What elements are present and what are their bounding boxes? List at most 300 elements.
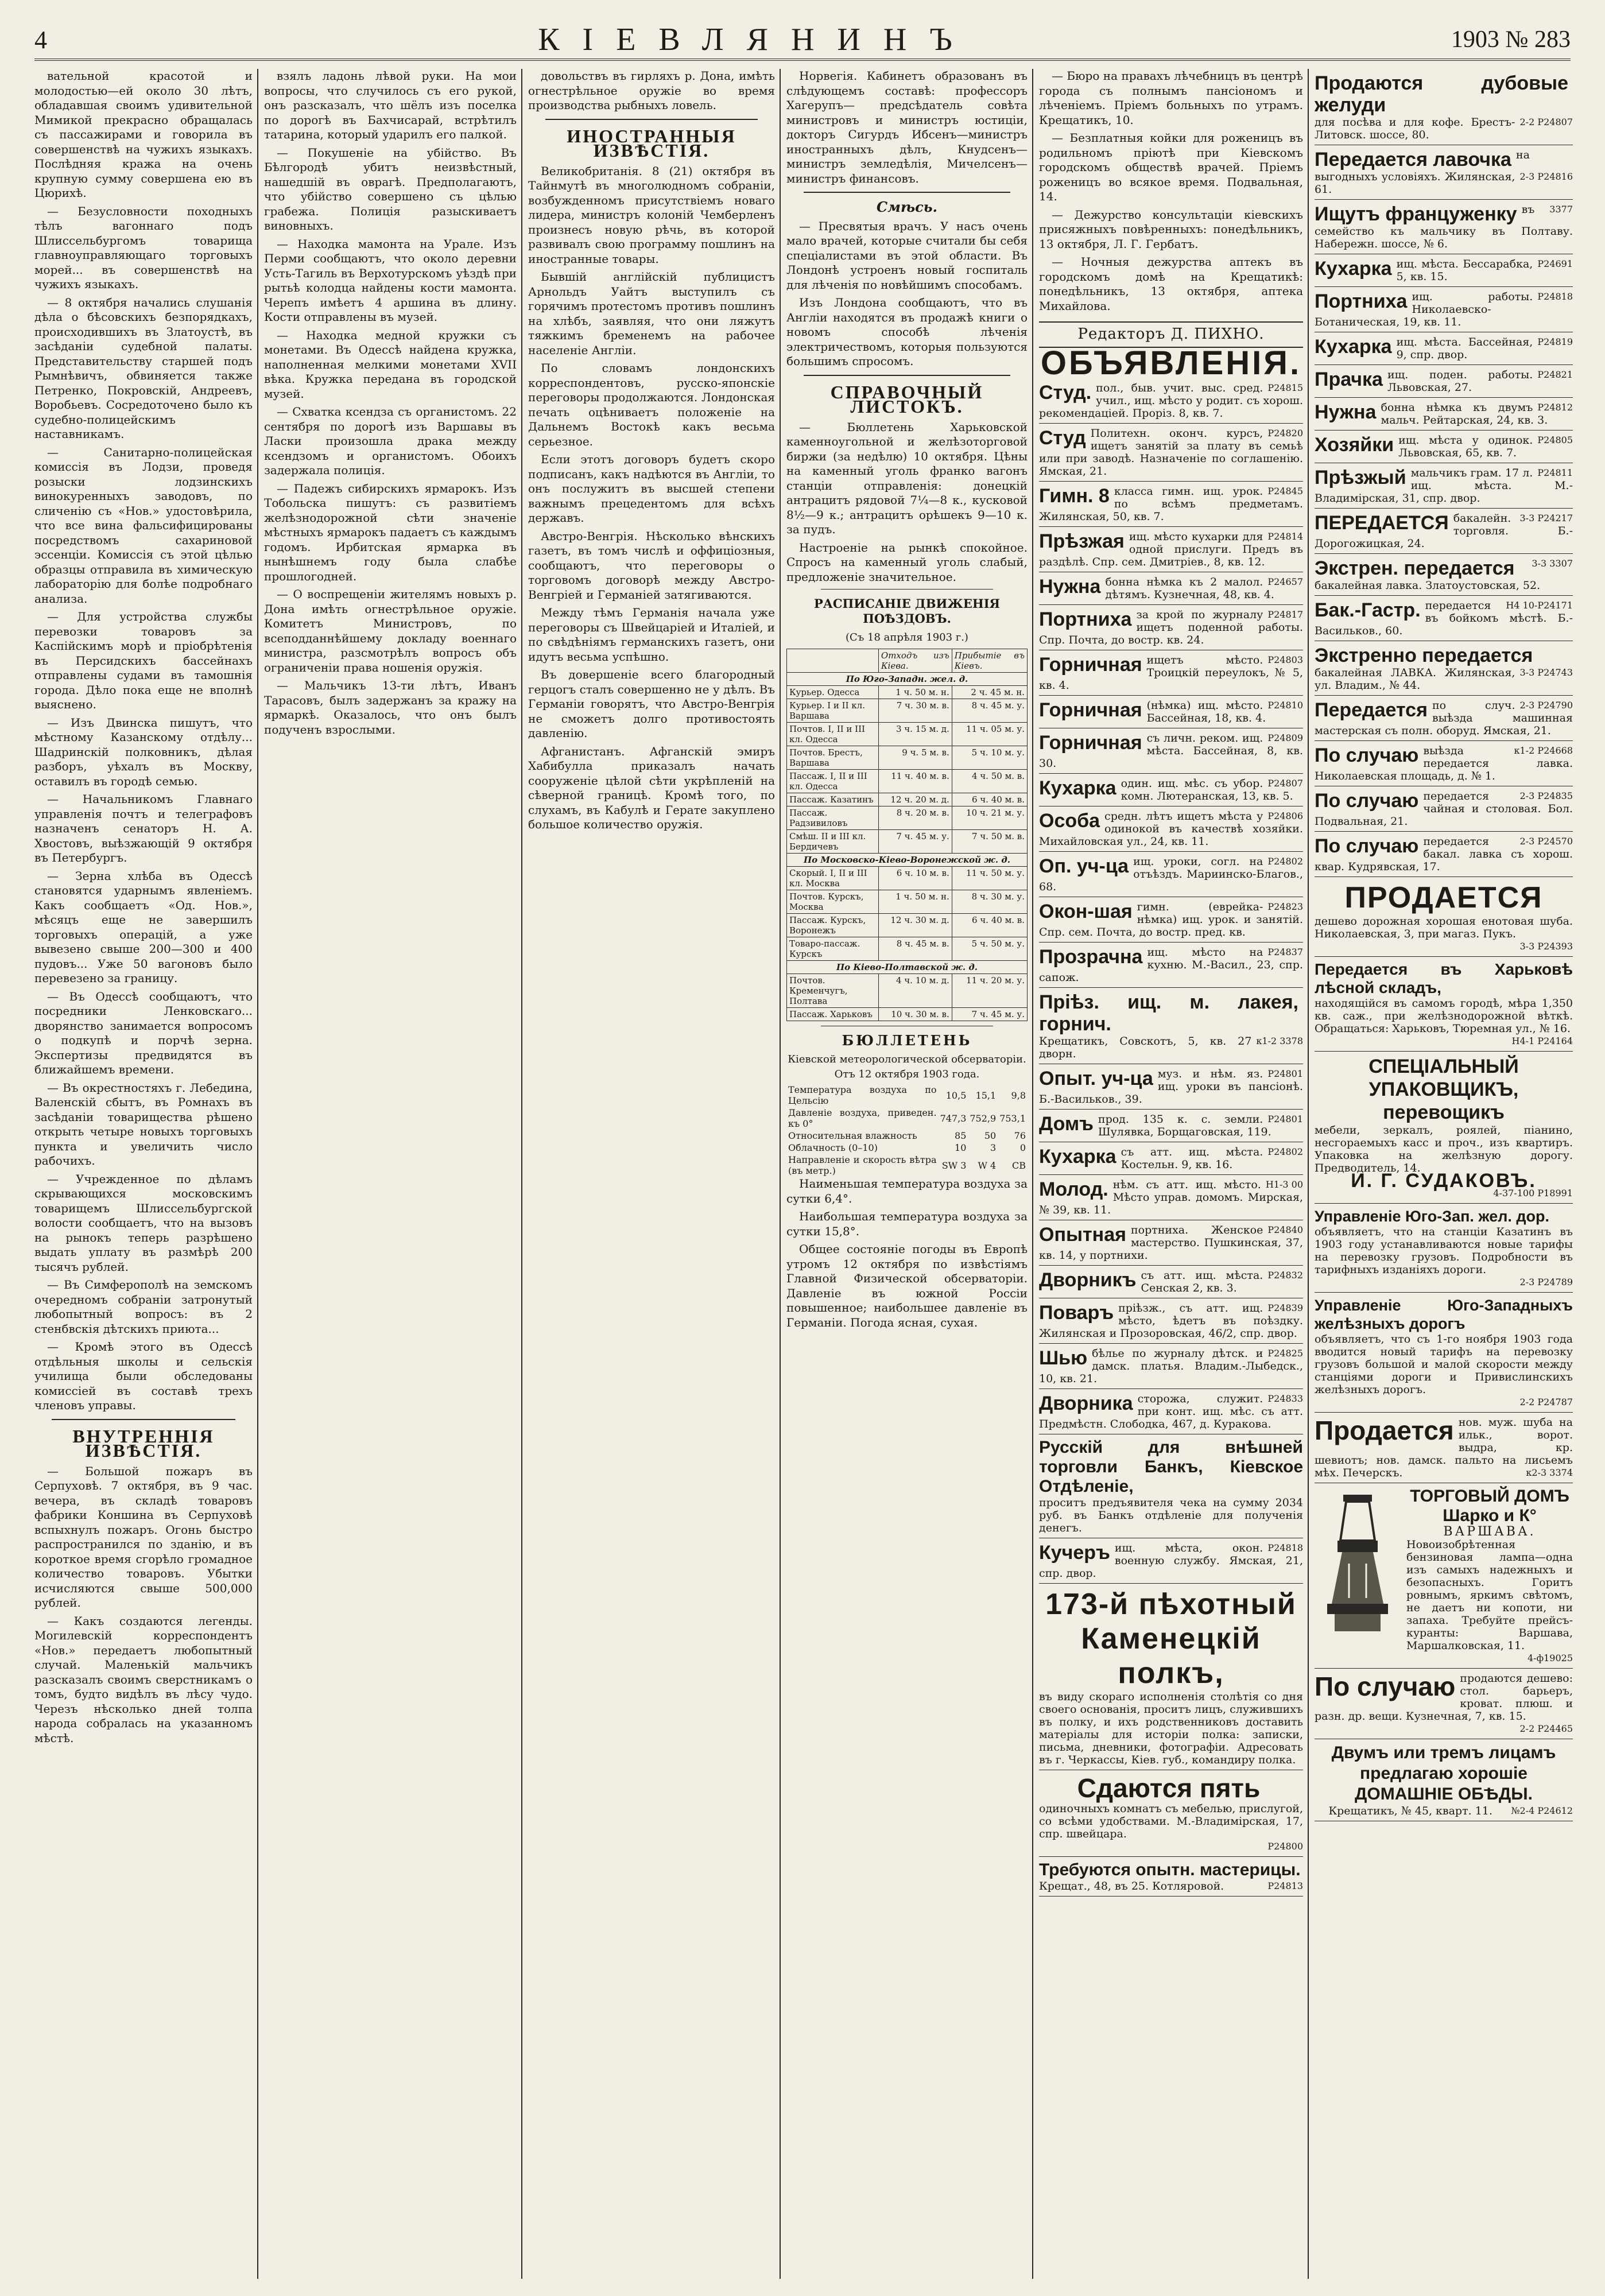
kharkov-ad xyxy=(1315,957,1573,1052)
article-paragraph: — О воспрещеніи жителямъ новыхъ р. Дона имѣть огнестрѣльное оружіе. Комитетъ Министровъ, по всеподданнѣйшему докладу военнаго министра, разсмотрѣлъ вопросъ объ ограниченіи права ношенія оружія. xyxy=(264,587,517,674)
ad-code: 4-37-100 P18991 xyxy=(1493,1188,1573,1199)
ad-code: P24800 xyxy=(1267,1841,1303,1852)
masthead xyxy=(34,21,1571,61)
article-paragraph: — Большой пожаръ въ Серпуховѣ. 7 октября, въ 9 час. вечера, въ складѣ товаровъ фабрики Коншина въ Серпуховѣ вспыхнулъ пожаръ. Огонь быстро распространился по зданію, и въ короткое время сгорѣло громадное количество товаровъ. Убытки исчисляются свыше 500,000 рублей. xyxy=(34,1464,253,1609)
ad-text: ищ. мѣсто на кухню. М.-Васил., 23, спр. сапож. xyxy=(1039,946,1303,984)
ad-code: 3-3 P24743 xyxy=(1519,667,1573,678)
ad-text: нѣм. съ атт. ищ. мѣсто. Мѣсто управ. домомъ. Мирская, № 39, кв. 11. xyxy=(1039,1178,1303,1216)
ad-headline: Студ. xyxy=(1039,382,1092,404)
packers-name: И. Г. СУДАКОВЪ. xyxy=(1351,1170,1537,1192)
ad-code: 2-3 P24790 xyxy=(1519,700,1573,711)
ad-headline: Молод. xyxy=(1039,1178,1108,1200)
column-4 xyxy=(786,69,1033,2279)
ad-code: 2-3 P24570 xyxy=(1519,836,1573,847)
ad-code: 2-2 P24465 xyxy=(1519,1723,1573,1734)
trade-title: ТОРГОВЫЙ ДОМЪ Шарко и К° xyxy=(1410,1487,1569,1525)
chance-head: По случаю xyxy=(1315,1671,1456,1701)
ad-text: бакалейная лавка. Златоустовская, 52. xyxy=(1315,579,1541,592)
article-paragraph: — Учрежденное по дѣламъ скрывающихся московскимъ товарищемъ Шлиссельбургской волости сообщаетъ, что на вызовъ на рынокъ теперь разрѣшено выдать уплату въ размѣрѣ 200 тысячъ рублей. xyxy=(34,1172,253,1274)
article-paragraph: Въ довершеніе всего благородный герцогъ сталъ совершенно не у дѣлъ. Въ Германіи говорятъ, что Австро-Венгрія не сможетъ долго противостоять давленію. xyxy=(528,668,775,740)
col1-internal-paras xyxy=(34,1464,253,1746)
masters-text: Крещат., 48, въ 25. Котляровой. xyxy=(1039,1880,1224,1892)
rooms-text: одиночныхъ комнатъ съ мебелью, прислугой, со всѣми удобствами. М.-Владимірская, 17, спр. швейцара. xyxy=(1039,1802,1303,1840)
article-paragraph: — Бюро на правахъ лѣчебницъ въ центрѣ города съ полнымъ пансіономъ и лѣченіемъ. Пріемъ больныхъ по утрамъ. Крещатикъ, 10. xyxy=(1039,69,1303,127)
arrival-time: 7 ч. 45 м. у. xyxy=(952,1007,1027,1021)
foreign-news-heading: ИНОСТРАННЫЯ ИЗВѢСТІЯ. xyxy=(567,125,736,161)
article-paragraph: довольствъ въ гирляхъ р. Дона, имѣть огнестрѣльное оружіе во время производства рыбныхъ ловель. xyxy=(528,69,775,112)
bulletin-label: Относительная влажность xyxy=(788,1130,917,1141)
section-divider xyxy=(804,192,1010,193)
ad-text: ищетъ мѣсто. Троицкій переулокъ, № 5, кв. 4. xyxy=(1039,654,1303,692)
article-paragraph: — Безплатныя койки для роженицъ въ родильномъ пріютѣ при Кіевскомъ городскомъ обществѣ врачей. Пріемъ роженицъ во всякое время. Подвальная, 14. xyxy=(1039,131,1303,203)
ad-text: съ личн. реком. ищ. мѣста. Бассейная, 8, кв. 30. xyxy=(1039,732,1303,770)
sale-title: ПРОДАЕТСЯ xyxy=(1344,881,1543,914)
ad-headline: Портниха xyxy=(1039,608,1132,630)
train-route: Товаро-пассаж. Курскъ xyxy=(787,937,879,960)
ad-text: сторожа, служит. при конт. ищ. мѣс. съ атт. Предмѣстн. Слободка, 467, д. Куракова. xyxy=(1039,1393,1303,1430)
arrival-time: 11 ч. 05 м. у. xyxy=(952,722,1027,746)
kharkov-head: Передается въ Харьковѣ лѣсной складъ, xyxy=(1315,960,1573,996)
reference-heading: СПРАВОЧНЫЙ ЛИСТОКЪ. xyxy=(830,381,984,417)
ad-text: въ семейство къ мальчику въ Полтаву. Набережн. шоссе, № 6. xyxy=(1315,203,1573,250)
train-route: Смѣш. II и III кл. Бердичевъ xyxy=(787,829,879,853)
classified-ad xyxy=(1039,852,1303,897)
ad-text: по случ. выѣзда машинная мастерская съ полн. оборуд. Ямская, 21. xyxy=(1315,699,1573,737)
ad-code: P24809 xyxy=(1267,732,1303,743)
fur-ad xyxy=(1315,1413,1573,1483)
classified-ad xyxy=(1315,69,1573,145)
bulletin-value: 753,1 xyxy=(999,1112,1026,1124)
arrival-time: 8 ч. 45 м. у. xyxy=(952,699,1027,722)
train-route: Почтов. I, II и III кл. Одесса xyxy=(787,722,879,746)
departure-time: 1 ч. 50 м. н. xyxy=(878,890,952,913)
ad-text: класса гимн. ищ. урок. по всѣмъ предметамъ. Жилянская, 50, кв. 7. xyxy=(1039,485,1303,523)
timetable-group-row xyxy=(787,853,1028,866)
ad-code: 2-2 P24807 xyxy=(1519,117,1573,127)
ad-headline: Гимн. 8 xyxy=(1039,485,1110,507)
ad-code: 3377 xyxy=(1549,204,1573,215)
bulletin-value: 85 xyxy=(955,1130,967,1141)
train-route: Пассаж. Радзивиловъ xyxy=(787,806,879,829)
bulletin-row xyxy=(786,1084,1028,1107)
train-route: Пассаж. Казатинъ xyxy=(787,793,879,806)
classified-ad xyxy=(1315,786,1573,832)
ad-text: ищ. мѣсто кухарки для одной прислуги. Предъ въ раздѣлѣ. Спр. сем. Дмитріев., 8, кв. 12. xyxy=(1039,530,1303,568)
railway-ad-1 xyxy=(1315,1204,1573,1293)
article-paragraph: Великобританія. 8 (21) октября въ Тайнмутѣ въ многолюдномъ собраніи, возбужденномъ присутствіемъ новаго лидера, министръ колоній Чемберленъ произнесъ новую рѣчь, въ которой развивалъ свою программу пошлинъ на иностранные товары. xyxy=(528,164,775,266)
departure-time: 1 ч. 50 м. н. xyxy=(878,685,952,699)
ad-code: P24815 xyxy=(1267,382,1303,393)
ad-headline: ПЕРЕДАЕТСЯ xyxy=(1315,512,1449,534)
ad-text: пріѣзж., съ атт. ищ. мѣсто, ѣдетъ въ поѣздку. Жилянская и Прозоровская, 46/2, спр. двор. xyxy=(1039,1302,1303,1340)
regiment-text: въ виду скораго исполненія столѣтія со дня своего основанія, проситъ лицъ, служившихъ въ полку, и ихъ родственниковъ доставить матеріалы для исторіи полка: записки, письма, дневники, фотографіи. Адресовать въ г. Черкассы, Кіев. губ., командиру полка. xyxy=(1039,1690,1303,1766)
ad-text: для посѣва и для кофе. Брестъ-Литовск. шоссе, 80. xyxy=(1315,116,1515,141)
ad-code: P24814 xyxy=(1267,531,1303,542)
ad-code: 2-2 P24787 xyxy=(1519,1397,1573,1407)
ad-text: передается чайная и столовая. Бол. Подвальная, 21. xyxy=(1315,790,1573,828)
bulletin-value: 15,1 xyxy=(975,1089,997,1101)
ad-headline: Бак.-Гастр. xyxy=(1315,599,1421,621)
ad-code: P24837 xyxy=(1267,947,1303,957)
bank-ad xyxy=(1039,1434,1303,1538)
ad-headline: Горничная xyxy=(1039,732,1142,754)
ad-headline: Прѣзжая xyxy=(1039,530,1125,552)
classified-ad xyxy=(1315,696,1573,741)
ad-text: выѣзда передается лавка. Николаевская площадь, д. № 1. xyxy=(1315,744,1573,782)
ad-text: мальчикъ грам. 17 л. ищ. мѣста. М.-Владимірская, 31, спр. двор. xyxy=(1315,467,1573,505)
classified-ad xyxy=(1315,596,1573,641)
classified-ad xyxy=(1039,1389,1303,1434)
ad-code: P24833 xyxy=(1267,1393,1303,1404)
masters-ad xyxy=(1039,1857,1303,1896)
departure-time: 12 ч. 20 м. д. xyxy=(878,793,952,806)
ad-text: на выгодныхъ условіяхъ. Жилянская, 61. xyxy=(1315,149,1530,196)
timetable-subheading: (Съ 18 апрѣля 1903 г.) xyxy=(846,631,968,643)
article-paragraph: Афганистанъ. Афганскій эмиръ Хабибулла приказалъ начать сооруженіе цѣлой сѣти укрѣпленій на сѣверной границѣ. Кромѣ того, по слухамъ, въ Кабулѣ и Герате закуплено большое количество оружія. xyxy=(528,744,775,831)
ad-text: (нѣмка) ищ. мѣсто. Бассейная, 18, кв. 4. xyxy=(1146,699,1266,724)
train-route: Почтов. Кременчугъ, Полтава xyxy=(787,974,879,1007)
ad-code: к2-3 3374 xyxy=(1526,1467,1573,1478)
bulletin-value: SW 3 xyxy=(941,1159,967,1171)
bulletin-paras xyxy=(786,1177,1028,1330)
ad-headline: Особа xyxy=(1039,810,1100,832)
article-paragraph: Настроеніе на рынкѣ спокойное. Спросъ на каменный уголь слабый, предложеніе значительное. xyxy=(786,540,1028,584)
section-divider xyxy=(804,375,1010,376)
ad-headline: Опыт. уч-ца xyxy=(1039,1068,1153,1089)
timetable-row xyxy=(787,1007,1028,1021)
ad-headline: Студ xyxy=(1039,427,1086,449)
timetable-row xyxy=(787,793,1028,806)
timetable-col-header: Отходъ изъ Кіева. xyxy=(878,649,952,672)
timetable-group-name: По Юго-Западн. жел. д. xyxy=(787,672,1028,685)
bulletin-label: Давленіе воздуха, приведен. къ 0° xyxy=(788,1107,937,1129)
classified-ad xyxy=(1315,554,1573,596)
ad-code: к1-2 3378 xyxy=(1256,1035,1303,1046)
arrival-time: 4 ч. 50 м. в. xyxy=(952,769,1027,793)
ad-code: P24819 xyxy=(1537,336,1573,347)
ad-code: P24812 xyxy=(1537,402,1573,413)
coachman-ad-text: ищ. мѣста, окон. военную службу. Ямская, 21, спр. двор. xyxy=(1039,1542,1303,1580)
article-paragraph: По словамъ лондонскихъ корреспондентовъ, русско-японскіе переговоры продолжаются. Лондонская печать оцѣниваетъ положеніе на Дальнемъ Востокѣ какъ весьма серьезное. xyxy=(528,361,775,448)
ad-text: Крещатикъ, Совскотъ, 5, кв. 27 дворн. xyxy=(1039,1035,1252,1060)
col3-top-paras xyxy=(528,69,775,113)
classified-ad xyxy=(1039,728,1303,774)
fur-text: нов. муж. шуба на ильк., ворот. выдра, кр. шевиотъ; нов. дамск. пальто на лисьемъ мѣх. Печерскъ. xyxy=(1315,1416,1573,1479)
train-timetable xyxy=(786,649,1028,1021)
column-1 xyxy=(34,69,258,2279)
ad-code: P24818 xyxy=(1267,1542,1303,1553)
coachman-ad xyxy=(1039,1538,1303,1584)
ad-text: ищ. мѣста у одинок. Львовская, 65, кв. 7. xyxy=(1398,434,1533,459)
ad-text: бакалейная ЛАВКА. Жилянская, ул. Владим., № 44. xyxy=(1315,666,1515,692)
column-6 xyxy=(1315,69,1577,2279)
timetable-group-row xyxy=(787,672,1028,685)
timetable-row xyxy=(787,890,1028,913)
ad-headline: Кухарка xyxy=(1315,336,1392,358)
railway1-text: объявляетъ, что на станціи Казатинъ въ 1903 году устанавливаются новые тарифы на перевозку грузовъ. Подробности въ тарифныхъ изданіяхъ дороги. xyxy=(1315,1225,1573,1276)
classified-ad xyxy=(1039,424,1303,482)
classified-ad xyxy=(1315,365,1573,398)
article-paragraph: — Для устройства службы перевозки товаровъ за Каспійскимъ морѣ и пріобрѣтенія въ Персидскихъ бассейнахъ отправлены судами въ тамошнія города. Дѣло пока еще не вполнѣ выяснено. xyxy=(34,610,253,711)
mix-heading: Смѣсь. xyxy=(877,199,937,215)
ad-headline: Нужна xyxy=(1315,401,1377,423)
classified-ad xyxy=(1315,287,1573,332)
classified-ad xyxy=(1039,605,1303,650)
arrival-time: 6 ч. 40 м. в. xyxy=(952,913,1027,937)
bulletin-row xyxy=(786,1142,1028,1154)
bulletin-date: Отъ 12 октября 1903 года. xyxy=(834,1068,980,1080)
article-paragraph: — 8 октября начались слушанія дѣла о бѣсовскихъ безпорядкахъ, происходившихъ въ Златоустѣ, въ засѣданіи судебной палаты. Представительству старшей подъ Рымнѣвичъ, обвиняется также Петренко, Покровскій, Андреевъ, Воробьевъ. Сосредоточено было къ судебно-полицейскимъ наставникамъ. xyxy=(34,295,253,441)
article-paragraph: Наибольшая температура воздуха за сутки 15,8°. xyxy=(786,1209,1028,1238)
classified-ad xyxy=(1315,254,1573,287)
classified-ad xyxy=(1039,1298,1303,1344)
ad-code: 3-3 P24217 xyxy=(1519,513,1573,523)
article-paragraph: — Находка медной кружки съ монетами. Въ Одессѣ найдена кружка, наполненная мелкими монетами XVII вѣка. Кружка передана въ городской музей. xyxy=(264,328,517,401)
page-number: 4 xyxy=(34,25,47,54)
section-divider xyxy=(52,1419,235,1420)
ad-code: P24820 xyxy=(1267,428,1303,439)
arrival-time: 10 ч. 21 м. у. xyxy=(952,806,1027,829)
arrival-time: 5 ч. 10 м. у. xyxy=(952,746,1027,769)
bulletin-row xyxy=(786,1130,1028,1142)
ads-heading: ОБЪЯВЛЕНІЯ. xyxy=(1040,344,1302,382)
timetable-heading: РАСПИСАНІЕ ДВИЖЕНІЯ ПОѢЗДОВЪ. xyxy=(813,596,1001,626)
dinners-text: Крещатикъ, № 45, кварт. 11. xyxy=(1328,1805,1492,1817)
ad-text: передается въ бойкомъ мѣстѣ. Б.-Васильков., 60. xyxy=(1315,599,1573,637)
train-route: Скорый. I, II и III кл. Москва xyxy=(787,866,879,890)
column-2 xyxy=(264,69,522,2279)
weather-bulletin xyxy=(786,1084,1028,1177)
train-route: Почтов. Курскъ, Москва xyxy=(787,890,879,913)
ad-code: к1-2 P24668 xyxy=(1514,745,1573,756)
timetable-row xyxy=(787,937,1028,960)
ad-code: P24806 xyxy=(1267,810,1303,821)
ad-code: P24807 xyxy=(1267,778,1303,789)
ad-text: бѣлье по журналу дѣтск. и дамск. платья. Владим.-Лыбедск., 10, кв. 21. xyxy=(1039,1347,1303,1385)
bank-ad-head: Русскій для внѣшней торговли Банкъ, Кіевское Отдѣленіе, xyxy=(1039,1438,1303,1496)
classified-ad xyxy=(1039,774,1303,806)
ad-code: P24801 xyxy=(1267,1068,1303,1079)
arrival-time: 7 ч. 50 м. в. xyxy=(952,829,1027,853)
ad-text: ищ. работы. Николаевско-Ботаническая, 19, кв. 11. xyxy=(1315,290,1533,328)
ad-code: P24840 xyxy=(1267,1224,1303,1235)
ad-code: P24825 xyxy=(1267,1348,1303,1359)
article-paragraph: — Изъ Двинска пишутъ, что мѣстному Казанскому отдѣлу... Шадринскій полковникъ, дѣлая разборъ, уѣхалъ въ Москву, оставилъ въ городѣ семью. xyxy=(34,715,253,788)
classified-ad xyxy=(1039,806,1303,852)
ad-code: 3-3 P24393 xyxy=(1519,941,1573,952)
train-route: Пассаж. Харьковъ xyxy=(787,1007,879,1021)
arrival-time: 2 ч. 45 м. н. xyxy=(952,685,1027,699)
timetable-row xyxy=(787,974,1028,1007)
classified-ad xyxy=(1039,650,1303,696)
ad-code: P24818 xyxy=(1537,291,1573,302)
article-paragraph: Бывшій англійскій публицистъ Арнольдъ Уайтъ выступилъ съ горячимъ протестомъ противъ пошлинъ на хлѣбъ, заявляя, что они ляжутъ тяжкимъ бременемъ на рабочее населеніе Англіи. xyxy=(528,270,775,357)
article-paragraph: — Находка мамонта на Урале. Изъ Перми сообщаютъ, что около деревни Усть-Тагиль въ Верхотурскомъ уѣздѣ при рытьѣ колодца найдены кости мамонта. Черепъ имѣетъ 4 аршина въ длину. Кости отправлены въ музей. xyxy=(264,236,517,324)
ad-headline: Горничная xyxy=(1039,699,1142,721)
classified-ad xyxy=(1039,1142,1303,1175)
classified-ad xyxy=(1039,482,1303,527)
classified-ad xyxy=(1039,1110,1303,1142)
timetable-row xyxy=(787,722,1028,746)
ad-headline: Продаются дубовые желуди xyxy=(1315,72,1568,116)
classified-ad xyxy=(1315,430,1573,463)
ad-headline: Дворникъ xyxy=(1039,1269,1137,1291)
col4-ref-paras xyxy=(786,420,1028,585)
classified-ad xyxy=(1315,332,1573,365)
article-paragraph: — Какъ создаются легенды. Могилевскій корреспондентъ «Нов.» передаетъ любопытный случай. Маленькій мальчикъ разсказалъ своимъ сверстникамъ о томъ, будто видѣлъ въ лѣсу чудо. Черезъ нѣсколько дней толпа народа собралась на указанномъ мѣстѣ. xyxy=(34,1614,253,1745)
classified-ad xyxy=(1039,988,1303,1064)
departure-time: 7 ч. 30 м. в. xyxy=(878,699,952,722)
ad-headline: Горничная xyxy=(1039,654,1142,676)
bulletin-subheading: Кіевской метеорологической обсерваторіи. xyxy=(788,1053,1026,1065)
classified-ad xyxy=(1039,897,1303,943)
article-paragraph: Австро-Венгрія. Нѣсколько вѣнскихъ газетъ, въ томъ числѣ и оффиціозныя, сообщаютъ, что переговоры о торговомъ договорѣ между Австро-Венгріей и Германіей затягиваются. xyxy=(528,529,775,602)
timetable-row xyxy=(787,866,1028,890)
ad-headline: Передается xyxy=(1315,699,1428,721)
editor-line: Редакторъ Д. ПИХНО. xyxy=(1039,321,1303,348)
arrival-time: 11 ч. 50 м. у. xyxy=(952,866,1027,890)
timetable-row xyxy=(787,769,1028,793)
classified-ad xyxy=(1039,378,1303,424)
timetable-row xyxy=(787,685,1028,699)
ad-code: P24803 xyxy=(1267,654,1303,665)
ad-code: 2-3 P24789 xyxy=(1519,1277,1573,1287)
ad-text: один. ищ. мѣс. съ убор. комн. Лютеранская, 13, кв. 5. xyxy=(1121,777,1293,802)
sale-ad xyxy=(1315,877,1573,957)
coachman-ad-head: Кучеръ xyxy=(1039,1542,1110,1564)
classified-ads xyxy=(1039,378,1303,1434)
ad-code: Н1-3 00 xyxy=(1265,1179,1303,1190)
ad-text: ищ. мѣста. Бассейная, 9, спр. двор. xyxy=(1396,336,1533,361)
ad-text: бонна нѣмка къ двумъ мальч. Рейтарская, 24, кв. 3. xyxy=(1381,401,1548,426)
arrival-time: 11 ч. 20 м. у. xyxy=(952,974,1027,1007)
ad-text: бонна нѣмка къ 2 малол. дѣтямъ. Кузнечная, 48, кв. 4. xyxy=(1105,576,1274,601)
trade-house-ad xyxy=(1315,1483,1573,1669)
ad-headline: Кухарка xyxy=(1039,1146,1116,1168)
ad-text: портниха. Женское мастерство. Пушкинская, 37, кв. 14, у портнихи. xyxy=(1039,1224,1303,1262)
fur-head: Продается xyxy=(1315,1415,1454,1445)
ad-headline: Прачка xyxy=(1315,369,1383,390)
classified-ad xyxy=(1039,943,1303,988)
arrival-time: 6 ч. 40 м. в. xyxy=(952,793,1027,806)
article-paragraph: — Покушеніе на убійство. Въ Бѣлгородѣ убитъ неизвѣстный, нашедшій въ оврагѣ. Предполагаютъ, что убійство совершено съ цѣлью грабежа. Полиція разыскиваетъ виновныхъ. xyxy=(264,145,517,232)
ad-headline: По случаю xyxy=(1315,835,1419,857)
train-route: Курьер. Одесса xyxy=(787,685,879,699)
ad-text: пол., быв. учит. выс. сред. учил., ищ. мѣсто у родит. съ хорош. рекомендаціей. Проріз. 8, кв. 7. xyxy=(1039,382,1303,420)
bulletin-heading: БЮЛЛЕТЕНЬ xyxy=(842,1031,972,1049)
ad-text: бакалейн. торговля. Б.-Дорогожицкая, 24. xyxy=(1315,512,1573,550)
train-route: Пассаж. I, II и III кл. Одесса xyxy=(787,769,879,793)
classified-ad xyxy=(1039,572,1303,605)
ad-code: P24823 xyxy=(1267,901,1303,912)
timetable-group-row xyxy=(787,960,1028,974)
section-divider xyxy=(545,119,758,120)
article-paragraph: Наименьшая температура воздуха за сутки 6,4°. xyxy=(786,1177,1028,1205)
ad-text: ищ. мѣста. Бессарабка, 5, кв. 15. xyxy=(1396,258,1533,283)
timetable-group-name: По Кіево-Полтавской ж. д. xyxy=(787,960,1028,974)
bulletin-value: 747,3 xyxy=(940,1112,967,1124)
packers-title: СПЕЦІАЛЬНЫЙ УПАКОВЩИКЪ, перевощикъ xyxy=(1368,1056,1519,1123)
ad-text: съ атт. ищ. мѣста. Сенская 2, кв. 3. xyxy=(1141,1269,1263,1294)
regiment-title: 173-й пѣхотный Каменецкій полкъ, xyxy=(1045,1588,1297,1690)
ad-headline: По случаю xyxy=(1315,744,1419,766)
article-paragraph: — Въ Симферополѣ на земскомъ очередномъ собраніи затронутый любопытный вопросъ: въ 2 стенбвскія дѣтскихъ приюта... xyxy=(34,1278,253,1336)
ad-text: ищ. поден. работы. Львовская, 27. xyxy=(1387,369,1533,394)
col6-ads xyxy=(1315,69,1573,877)
chance-text: продаются дешево: стол. барьеръ, кроват. плюш. и разн. др. вещи. Кузнечная, 7, кв. 15. xyxy=(1315,1672,1573,1723)
ad-code: P24839 xyxy=(1267,1302,1303,1313)
classified-ad xyxy=(1039,696,1303,728)
timetable-row xyxy=(787,913,1028,937)
ad-code: Н4-1 P24164 xyxy=(1511,1035,1573,1046)
ad-headline: Передается лавочка xyxy=(1315,149,1511,170)
classified-ad xyxy=(1315,463,1573,509)
classified-ad xyxy=(1315,832,1573,877)
ad-headline: Кухарка xyxy=(1315,258,1392,280)
trade-text: Новоизобрѣтенная бензиновая лампа—одна изъ самыхъ надежныхъ и безопасныхъ. Горитъ ровнымъ, яркимъ свѣтомъ, не даетъ ни копоти, ни запаха. Требуйте прейсъ-куранты: Варшава, Маршалковская, 11. xyxy=(1406,1538,1573,1652)
departure-time: 4 ч. 10 м. д. xyxy=(878,974,952,1007)
packers-ad xyxy=(1315,1052,1573,1204)
classified-ad xyxy=(1315,200,1573,254)
issue-number: 1903 № 283 xyxy=(1451,26,1571,53)
article-paragraph: взялъ ладонь лѣвой руки. На мои вопросы, что случилось съ его рукой, онъ разсказалъ, что шёлъ изъ поселка по дорогѣ въ Бахчисарай, встрѣтилъ татарина, который ударилъ его палкой. xyxy=(264,69,517,141)
article-paragraph: — Схватка ксендза съ органистомъ. 22 сентября по дорогѣ изъ Варшавы въ Ласки произошла драка между ксендзомъ и органистомъ. Обоихъ задержала полиція. xyxy=(264,405,517,477)
article-paragraph: — Зерна хлѣба въ Одессѣ становятся ударнымъ явленіемъ. Какъ сообщаетъ «Од. Нов.», мѣсяцъ еще не завершилъ торговыхъ операцій, а уже вывезено свыше 200—300 и 400 пудовъ... Уже 50 вагоновъ было перевезено за границу. xyxy=(34,868,253,985)
train-route: Пассаж. Курскъ, Воронежъ xyxy=(787,913,879,937)
ad-text: Политехн. оконч. курсъ, ищетъ занятій за плату въ семьѣ или при заводѣ. Назначеніе по соглашенію. Ямская, 21. xyxy=(1039,427,1303,478)
ad-code: 2-3 P24835 xyxy=(1519,790,1573,801)
regiment-ad xyxy=(1039,1584,1303,1770)
timetable-col-header xyxy=(787,649,879,672)
ad-code: P24810 xyxy=(1267,700,1303,711)
ad-headline: Ищутъ француженку xyxy=(1315,203,1517,225)
article-paragraph: — Безусловности походныхъ тѣлъ вагоннаго подъ Шлиссельбургомъ товарища главноуправляющаго торговыхъ морей... въ совершенствѣ на чужихъ языкахъ. xyxy=(34,204,253,291)
ad-text: прод. 135 к. с. земли. Шулявка, Борщаговская, 119. xyxy=(1098,1113,1271,1138)
article-paragraph: — Кромѣ этого въ Одессѣ отдѣльныя школы и сельскія училища были обследованы комиссіей въ составѣ трехъ членовъ управы. xyxy=(34,1340,253,1412)
classified-ad xyxy=(1039,1220,1303,1266)
departure-time: 11 ч. 40 м. в. xyxy=(878,769,952,793)
ad-headline: Оп. уч-ца xyxy=(1039,855,1129,877)
article-paragraph: — Въ окрестностяхъ г. Лебедина, Валенскій сбытъ, въ Ромнахъ въ засѣданіи товарищества рѣшено открыть четыре новыхъ торговыхъ пункта и увеличить число рабочихъ. xyxy=(34,1080,253,1168)
bulletin-value: 752,9 xyxy=(970,1112,997,1124)
ad-headline: Прозрачна xyxy=(1039,946,1143,968)
ad-code: P24832 xyxy=(1267,1270,1303,1281)
article-paragraph: Между тѣмъ Германія начала уже переговоры съ Швейцаріей и Италіей, и по свѣдѣніямъ германскихъ газетъ, они идутъ весьма успѣшно. xyxy=(528,606,775,664)
packers-text: мебели, зеркалъ, роялей, піанино, несгораемыхъ касс и проч., изъ квартиръ. Упаковка на желѣзную дорогу. Предводитель, 14. xyxy=(1315,1124,1573,1174)
ad-headline: Кухарка xyxy=(1039,777,1116,799)
newspaper-title: КІЕВЛЯНИНЪ xyxy=(538,22,975,57)
departure-time: 12 ч. 30 м. д. xyxy=(878,913,952,937)
article-paragraph: Общее состояніе погоды въ Европѣ утромъ 12 октября по извѣстіямъ Главной Физической обсерваторіи. Давленіе въ южной Россіи повышенное; наибольшее давленіе въ Германіи. Погода ясная, сухая. xyxy=(786,1242,1028,1329)
article-paragraph: Изъ Лондона сообщаютъ, что въ Англіи находятся въ продажѣ книги о новомъ способѣ лѣченія электричествомъ, которыя пользуются большимъ спросомъ. xyxy=(786,296,1028,368)
ad-headline: Прѣзжый xyxy=(1315,467,1406,488)
article-paragraph: — Ночныя дежурства аптекъ въ городскомъ домѣ на Крещатикѣ: понедѣльникъ, 13 октября, аптека Михайлова. xyxy=(1039,255,1303,313)
departure-time: 3 ч. 15 м. д. xyxy=(878,722,952,746)
classified-ad xyxy=(1039,1344,1303,1389)
timetable-row xyxy=(787,829,1028,853)
rooms-title: Сдаются пять xyxy=(1077,1773,1261,1803)
article-paragraph: Если этотъ договоръ будетъ скоро подписанъ, какъ надѣются въ Англіи, то онъ послужитъ въ высшей степени важнымъ прецедентомъ для всѣхъ державъ. xyxy=(528,452,775,525)
ad-code: P24821 xyxy=(1537,369,1573,380)
sale-text: дешево дорожная хорошая енотовая шуба. Николаевская, 3, при магаз. Пукъ. xyxy=(1315,915,1573,940)
timetable-row xyxy=(787,746,1028,769)
classified-ad xyxy=(1315,741,1573,786)
departure-time: 10 ч. 30 м. в. xyxy=(878,1007,952,1021)
departure-time: 6 ч. 10 м. в. xyxy=(878,866,952,890)
kharkov-text: находящійся въ самомъ городѣ, мѣра 1,350 кв. саж., при желѣзнодорожной вѣткѣ. Обращаться: Харьковъ, Тюремная ул., № 16. xyxy=(1315,997,1573,1035)
col5-top-paras xyxy=(1039,69,1303,313)
column-3 xyxy=(528,69,781,2279)
